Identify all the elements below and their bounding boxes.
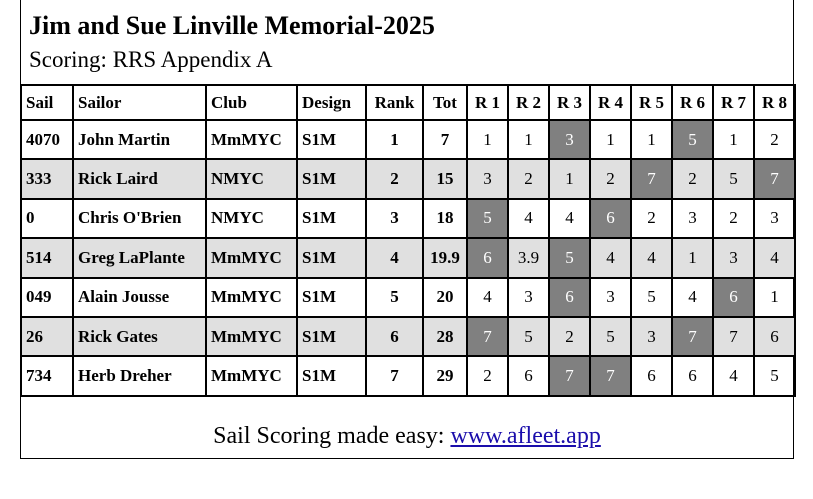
col-header-tot: Tot <box>423 85 467 120</box>
race-score-cell: 5 <box>508 317 549 356</box>
col-header-sailor: Sailor <box>73 85 206 120</box>
scoring-subtitle: Scoring: RRS Appendix A <box>29 47 273 72</box>
results-body <box>21 120 795 396</box>
sailor-cell: Rick Laird <box>73 159 206 198</box>
sailor-cell: Chris O'Brien <box>73 199 206 238</box>
sail-cell: 0 <box>21 199 73 238</box>
design-cell: S1M <box>297 356 366 395</box>
race-score-cell: 7 <box>672 317 713 356</box>
race-score-cell: 7 <box>754 159 795 198</box>
sail-cell: 4070 <box>21 120 73 159</box>
club-cell: MmMYC <box>206 120 297 159</box>
rank-cell: 1 <box>366 120 423 159</box>
sail-cell: 514 <box>21 238 73 277</box>
rank-cell: 2 <box>366 159 423 198</box>
total-cell: 15 <box>423 159 467 198</box>
sail-cell: 734 <box>21 356 73 395</box>
race-score-cell: 4 <box>590 238 631 277</box>
col-header-r1: R 1 <box>467 85 508 120</box>
race-score-cell: 6 <box>467 238 508 277</box>
race-score-cell: 6 <box>590 199 631 238</box>
race-score-cell: 1 <box>508 120 549 159</box>
sailor-cell: Rick Gates <box>73 317 206 356</box>
sailor-cell: John Martin <box>73 120 206 159</box>
race-score-cell: 7 <box>549 356 590 395</box>
rank-cell: 3 <box>366 199 423 238</box>
race-score-cell: 3 <box>590 278 631 317</box>
club-cell: MmMYC <box>206 278 297 317</box>
race-score-cell: 6 <box>549 278 590 317</box>
race-score-cell: 2 <box>590 159 631 198</box>
col-header-r7: R 7 <box>713 85 754 120</box>
race-score-cell: 7 <box>713 317 754 356</box>
race-score-cell: 5 <box>549 238 590 277</box>
table-row <box>21 317 795 356</box>
race-score-cell: 2 <box>754 120 795 159</box>
race-score-cell: 2 <box>672 159 713 198</box>
race-score-cell: 1 <box>672 238 713 277</box>
page-title: Jim and Sue Linville Memorial-2025 <box>29 11 435 40</box>
table-row <box>21 159 795 198</box>
race-score-cell: 3 <box>508 278 549 317</box>
race-score-cell: 4 <box>508 199 549 238</box>
club-cell: MmMYC <box>206 238 297 277</box>
sail-cell: 049 <box>21 278 73 317</box>
race-score-cell: 6 <box>672 356 713 395</box>
rank-cell: 4 <box>366 238 423 277</box>
col-header-r3: R 3 <box>549 85 590 120</box>
sail-cell: 333 <box>21 159 73 198</box>
race-score-cell: 7 <box>590 356 631 395</box>
race-score-cell: 6 <box>713 278 754 317</box>
design-cell: S1M <box>297 317 366 356</box>
total-cell: 7 <box>423 120 467 159</box>
total-cell: 18 <box>423 199 467 238</box>
table-row <box>21 199 795 238</box>
race-score-cell: 2 <box>713 199 754 238</box>
race-score-cell: 5 <box>590 317 631 356</box>
footer-text: Sail Scoring made easy: <box>213 423 451 449</box>
design-cell: S1M <box>297 199 366 238</box>
race-score-cell: 3 <box>631 317 672 356</box>
design-cell: S1M <box>297 238 366 277</box>
race-score-cell: 4 <box>672 278 713 317</box>
col-header-r8: R 8 <box>754 85 795 120</box>
race-score-cell: 4 <box>631 238 672 277</box>
race-score-cell: 3 <box>672 199 713 238</box>
rank-cell: 7 <box>366 356 423 395</box>
race-score-cell: 5 <box>672 120 713 159</box>
design-cell: S1M <box>297 120 366 159</box>
race-score-cell: 1 <box>754 278 795 317</box>
col-header-r2: R 2 <box>508 85 549 120</box>
race-score-cell: 6 <box>754 317 795 356</box>
col-header-club: Club <box>206 85 297 120</box>
col-header-sail: Sail <box>21 85 73 120</box>
race-score-cell: 1 <box>590 120 631 159</box>
race-score-cell: 3 <box>549 120 590 159</box>
sailor-cell: Herb Dreher <box>73 356 206 395</box>
design-cell: S1M <box>297 278 366 317</box>
header-row <box>21 85 795 120</box>
rank-cell: 6 <box>366 317 423 356</box>
race-score-cell: 6 <box>508 356 549 395</box>
club-cell: MmMYC <box>206 356 297 395</box>
race-score-cell: 7 <box>467 317 508 356</box>
race-score-cell: 2 <box>549 317 590 356</box>
footer <box>20 421 794 459</box>
sailor-cell: Greg LaPlante <box>73 238 206 277</box>
race-score-cell: 5 <box>754 356 795 395</box>
total-cell: 29 <box>423 356 467 395</box>
race-score-cell: 2 <box>508 159 549 198</box>
col-header-r5: R 5 <box>631 85 672 120</box>
rank-cell: 5 <box>366 278 423 317</box>
table-row <box>21 120 795 159</box>
col-header-design: Design <box>297 85 366 120</box>
race-score-cell: 3 <box>754 199 795 238</box>
sail-cell: 26 <box>21 317 73 356</box>
results-table <box>20 84 796 397</box>
table-row <box>21 238 795 277</box>
race-score-cell: 5 <box>713 159 754 198</box>
race-score-cell: 4 <box>549 199 590 238</box>
race-score-cell: 3 <box>467 159 508 198</box>
total-cell: 28 <box>423 317 467 356</box>
club-cell: NMYC <box>206 159 297 198</box>
race-score-cell: 4 <box>754 238 795 277</box>
table-row <box>21 356 795 395</box>
race-score-cell: 4 <box>713 356 754 395</box>
race-score-cell: 6 <box>631 356 672 395</box>
total-cell: 19.9 <box>423 238 467 277</box>
race-score-cell: 3.9 <box>508 238 549 277</box>
sailor-cell: Alain Jousse <box>73 278 206 317</box>
col-header-r6: R 6 <box>672 85 713 120</box>
race-score-cell: 1 <box>467 120 508 159</box>
race-score-cell: 4 <box>467 278 508 317</box>
race-score-cell: 1 <box>631 120 672 159</box>
col-header-r4: R 4 <box>590 85 631 120</box>
club-cell: NMYC <box>206 199 297 238</box>
club-cell: MmMYC <box>206 317 297 356</box>
afleet-link[interactable]: www.afleet.app <box>450 423 601 449</box>
race-score-cell: 2 <box>467 356 508 395</box>
col-header-rank: Rank <box>366 85 423 120</box>
race-score-cell: 5 <box>631 278 672 317</box>
table-row <box>21 278 795 317</box>
total-cell: 20 <box>423 278 467 317</box>
race-score-cell: 7 <box>631 159 672 198</box>
race-score-cell: 1 <box>549 159 590 198</box>
race-score-cell: 2 <box>631 199 672 238</box>
race-score-cell: 3 <box>713 238 754 277</box>
race-score-cell: 5 <box>467 199 508 238</box>
design-cell: S1M <box>297 159 366 198</box>
race-score-cell: 1 <box>713 120 754 159</box>
